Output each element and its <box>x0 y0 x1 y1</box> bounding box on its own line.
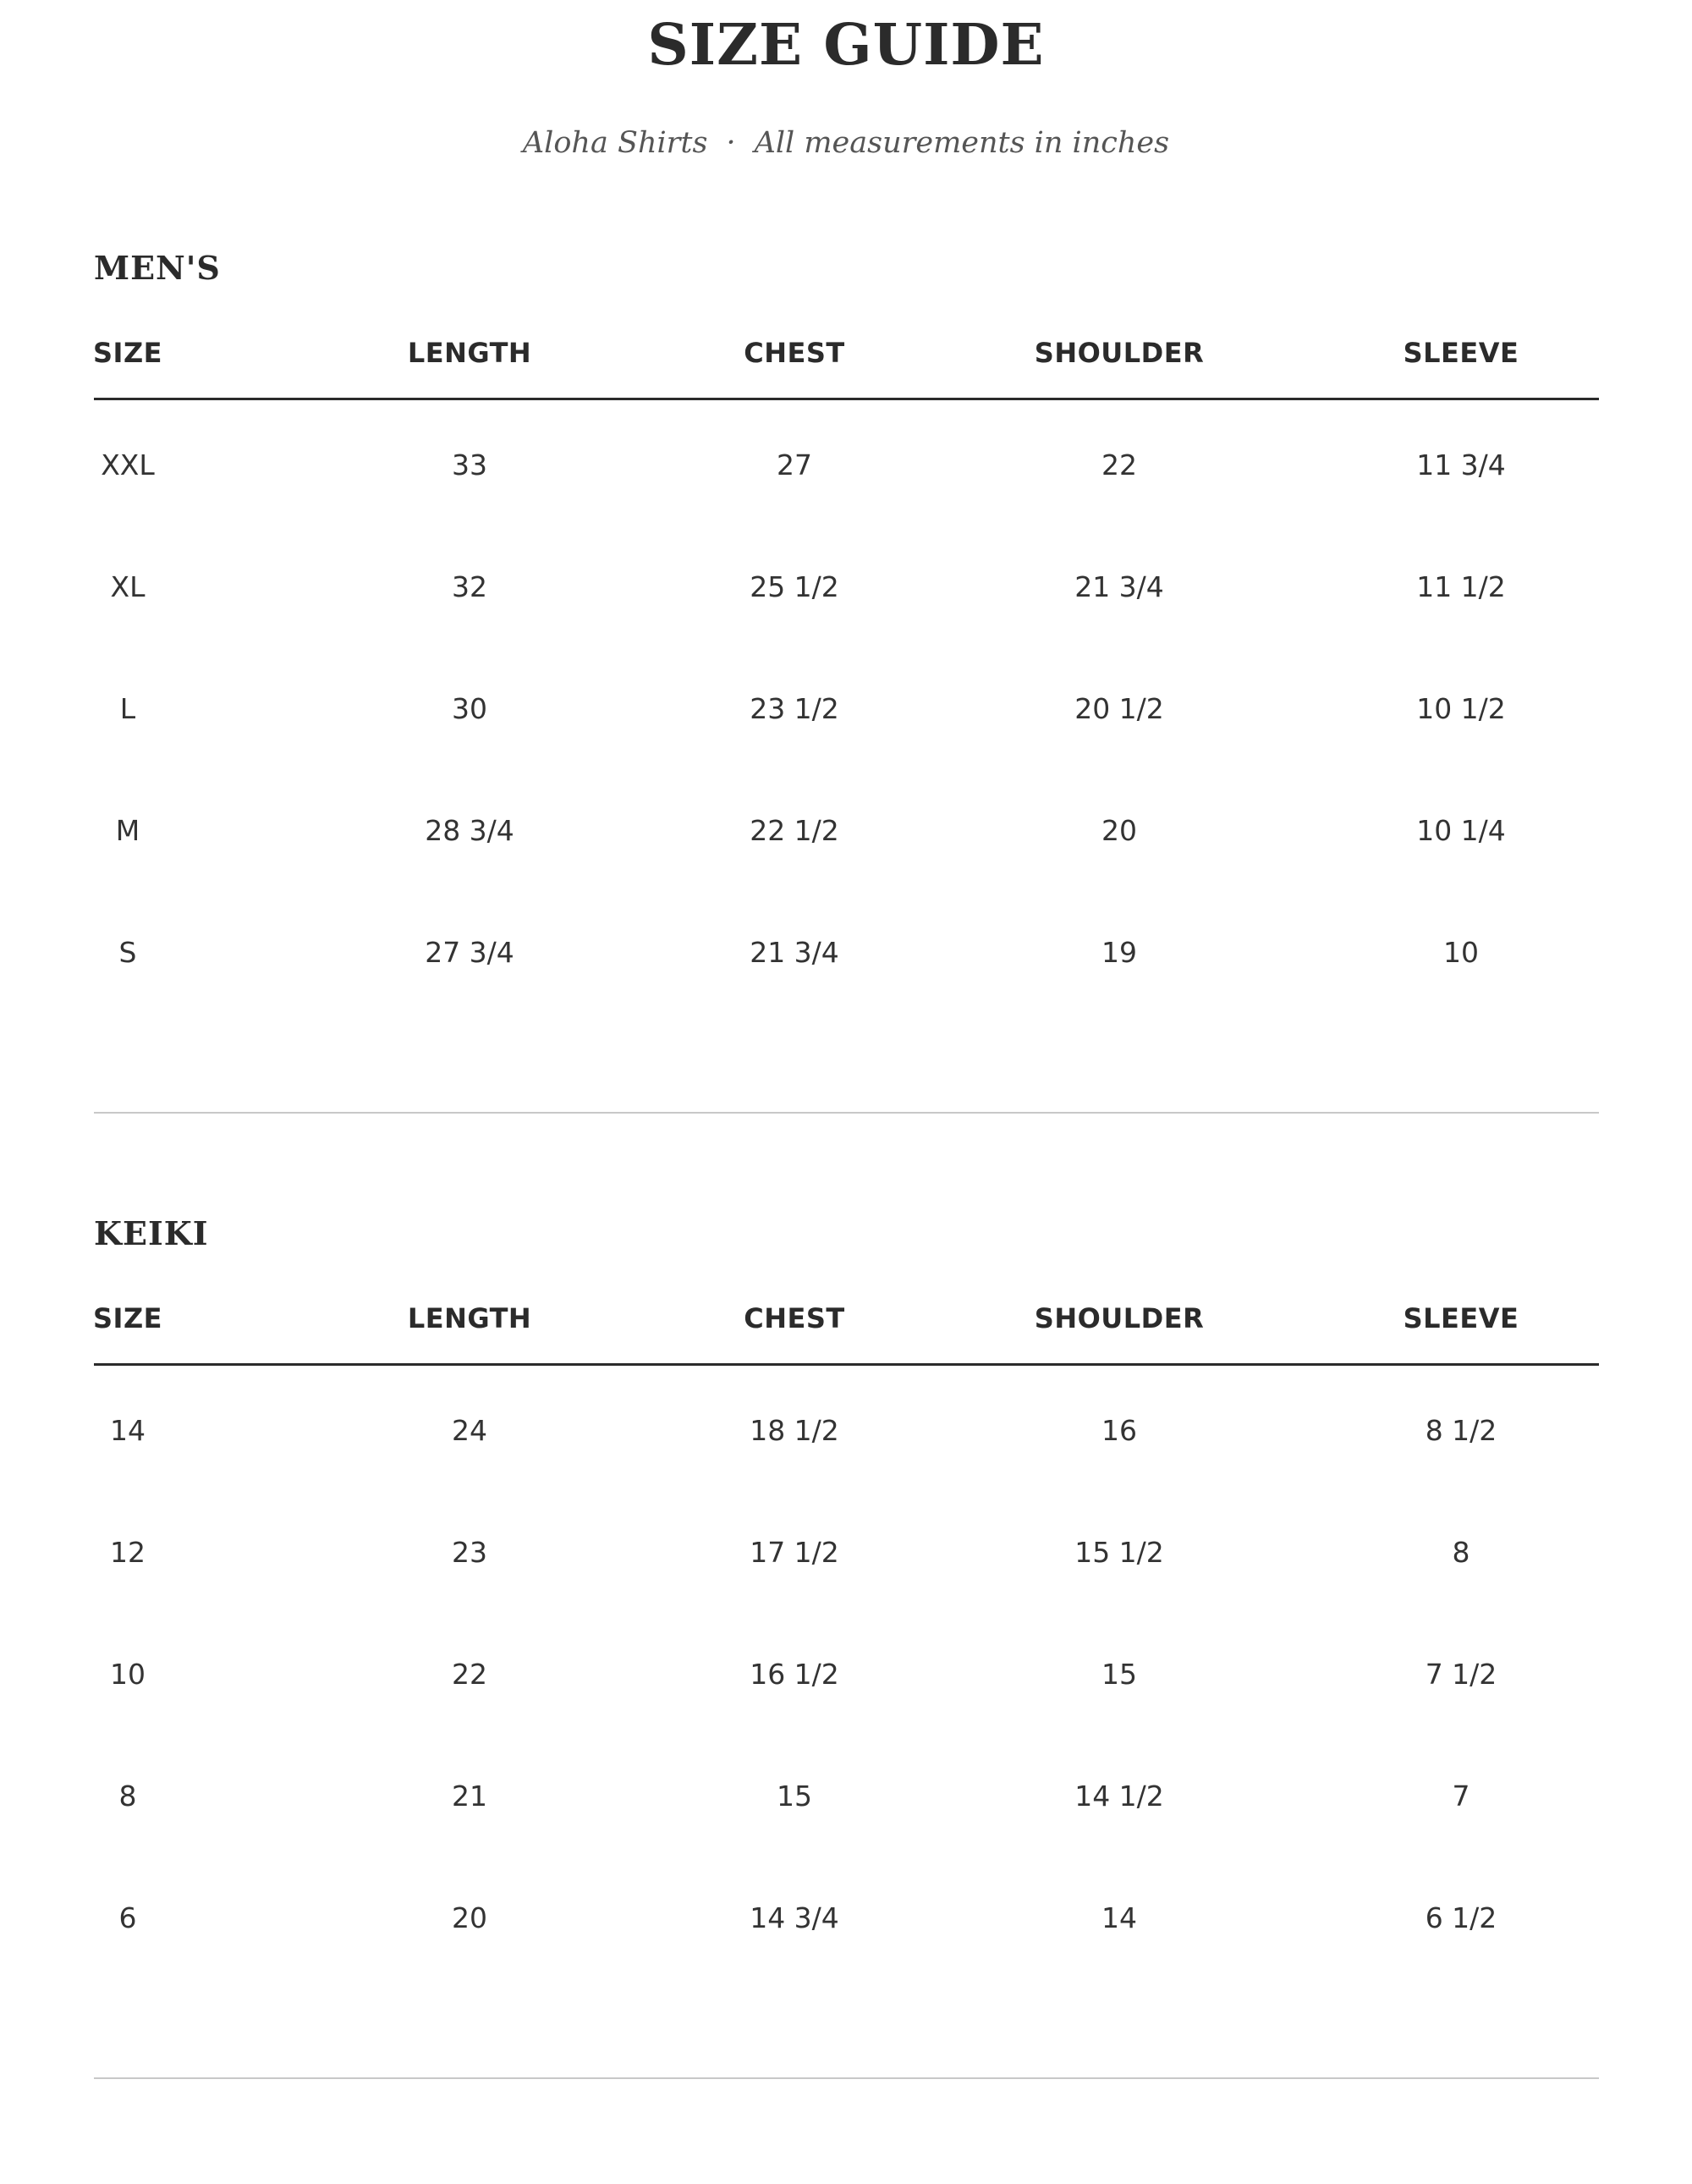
length-cell: 32 <box>452 570 487 603</box>
chest-cell: 15 <box>777 1780 812 1813</box>
column-header-chest: CHEST <box>744 1302 845 1334</box>
section-divider <box>94 2077 1599 2079</box>
chest-cell: 17 1/2 <box>750 1536 839 1569</box>
chest-cell: 16 1/2 <box>750 1658 839 1691</box>
size-cell: 8 <box>118 1780 137 1813</box>
size-cell: S <box>118 936 137 969</box>
length-cell: 28 3/4 <box>425 814 514 847</box>
size-cell: XXL <box>101 448 155 481</box>
size-cell: 12 <box>110 1536 146 1569</box>
shoulder-cell: 20 1/2 <box>1074 692 1164 725</box>
sleeve-cell: 11 3/4 <box>1416 448 1506 481</box>
sleeve-cell: 10 <box>1443 936 1479 969</box>
sleeve-cell: 10 1/2 <box>1416 692 1506 725</box>
mens-header-row <box>0 332 1692 374</box>
column-header-chest: CHEST <box>744 337 845 369</box>
chest-cell: 21 3/4 <box>750 936 839 969</box>
section-divider <box>94 1112 1599 1114</box>
chest-cell: 25 1/2 <box>750 570 839 603</box>
length-cell: 24 <box>452 1414 487 1447</box>
length-cell: 23 <box>452 1536 487 1569</box>
size-cell: XL <box>110 570 146 603</box>
column-header-sleeve: SLEEVE <box>1403 1302 1519 1334</box>
size-cell: 10 <box>110 1658 146 1691</box>
table-row <box>0 810 1692 852</box>
shoulder-cell: 15 <box>1101 1658 1137 1691</box>
sleeve-cell: 8 1/2 <box>1425 1414 1497 1447</box>
column-header-sleeve: SLEEVE <box>1403 337 1519 369</box>
table-row <box>0 1532 1692 1574</box>
table-row <box>0 1775 1692 1818</box>
shoulder-cell: 14 1/2 <box>1074 1780 1164 1813</box>
page-subtitle <box>0 120 1692 166</box>
length-cell: 27 3/4 <box>425 936 514 969</box>
column-header-shoulder: SHOULDER <box>1034 1302 1205 1334</box>
length-cell: 30 <box>452 692 487 725</box>
table-row <box>0 444 1692 487</box>
sleeve-cell: 10 1/4 <box>1416 814 1506 847</box>
column-header-size: SIZE <box>92 1302 162 1334</box>
page-title: SIZE GUIDE <box>647 11 1045 78</box>
size-cell: 14 <box>110 1414 146 1447</box>
subtitle-separator: · <box>726 126 736 160</box>
length-cell: 20 <box>452 1901 487 1934</box>
sleeve-cell: 6 1/2 <box>1425 1901 1497 1934</box>
column-header-length: LENGTH <box>407 1302 532 1334</box>
table-row <box>0 1897 1692 1939</box>
table-row <box>0 932 1692 974</box>
size-cell: L <box>119 692 136 725</box>
length-cell: 33 <box>452 448 487 481</box>
keiki-header-row <box>0 1297 1692 1340</box>
column-header-size: SIZE <box>92 337 162 369</box>
table-row <box>0 688 1692 730</box>
sleeve-cell: 8 <box>1452 1536 1470 1569</box>
chest-cell: 22 1/2 <box>750 814 839 847</box>
size-cell: M <box>115 814 140 847</box>
shoulder-cell: 19 <box>1101 936 1137 969</box>
subtitle-product: Aloha Shirts <box>522 126 708 160</box>
subtitle-note: All measurements in inches <box>754 126 1170 160</box>
length-cell: 22 <box>452 1658 487 1691</box>
sleeve-cell: 11 1/2 <box>1416 570 1506 603</box>
sleeve-cell: 7 1/2 <box>1425 1658 1497 1691</box>
shoulder-cell: 20 <box>1101 814 1137 847</box>
column-header-shoulder: SHOULDER <box>1034 337 1205 369</box>
section-title-keiki: KEIKI <box>94 1214 209 1252</box>
header-divider <box>94 398 1599 400</box>
length-cell: 21 <box>452 1780 487 1813</box>
chest-cell: 14 3/4 <box>750 1901 839 1934</box>
shoulder-cell: 22 <box>1101 448 1137 481</box>
section-title-mens: MEN'S <box>94 249 221 287</box>
size-cell: 6 <box>118 1901 137 1934</box>
chest-cell: 18 1/2 <box>750 1414 839 1447</box>
header-divider <box>94 1363 1599 1366</box>
shoulder-cell: 21 3/4 <box>1074 570 1164 603</box>
shoulder-cell: 15 1/2 <box>1074 1536 1164 1569</box>
shoulder-cell: 16 <box>1101 1414 1137 1447</box>
column-header-length: LENGTH <box>407 337 532 369</box>
table-row <box>0 1410 1692 1452</box>
chest-cell: 27 <box>777 448 812 481</box>
chest-cell: 23 1/2 <box>750 692 839 725</box>
sleeve-cell: 7 <box>1452 1780 1470 1813</box>
table-row <box>0 1653 1692 1696</box>
table-row <box>0 566 1692 608</box>
shoulder-cell: 14 <box>1101 1901 1137 1934</box>
